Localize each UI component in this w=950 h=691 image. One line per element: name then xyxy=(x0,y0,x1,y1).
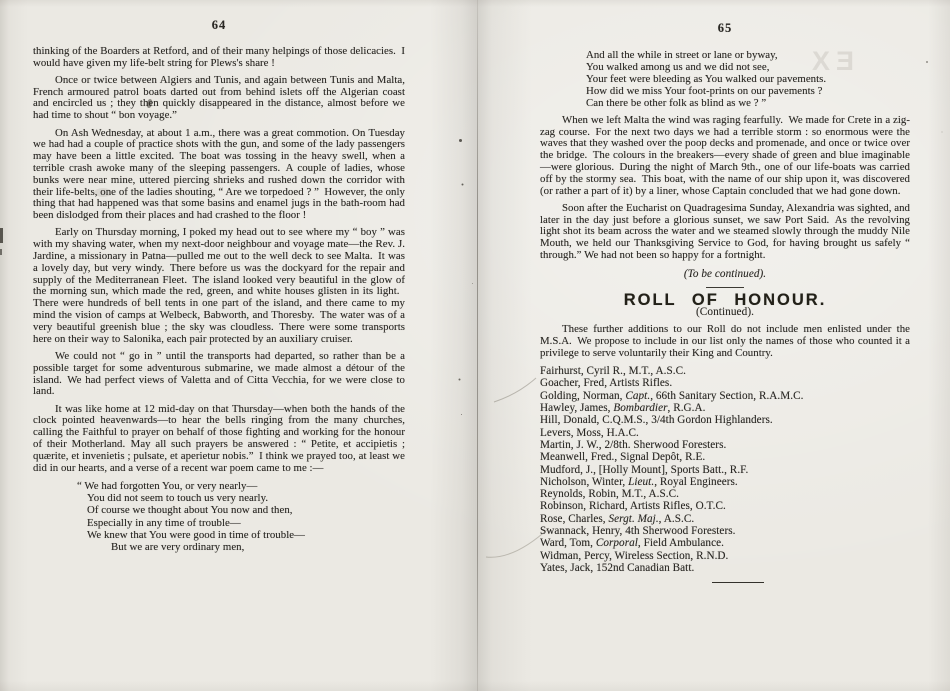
poem-line: Can there be other folk as blind as we ? ” xyxy=(586,96,767,109)
gutter-fold-line xyxy=(477,0,478,691)
roll-entry xyxy=(540,439,910,451)
entry-text: Hill, Donald, C.Q.M.S., 3/4th Gordon Highlanders. xyxy=(540,414,773,427)
roll-entry xyxy=(540,365,910,377)
entry-text: Golding, Norman, xyxy=(540,389,626,402)
roll-entry xyxy=(540,377,910,389)
divider-rule xyxy=(706,287,744,288)
entry-text: , 66th Sanitary Section, R.A.M.C. xyxy=(650,389,804,402)
page-number: 65 xyxy=(717,21,733,35)
entry-text: Reynolds, Robin, M.T., A.S.C. xyxy=(540,488,679,501)
roll-entry xyxy=(540,390,910,402)
roll-entry xyxy=(540,488,910,500)
paragraph: On Ash Wednesday, at about 1 a.m., there was a great commotion. On Tuesday we had had a couple of practice shots with the gun, and some of the lady passengers may have been a little excited. The boat was tossing in the heavy swell, when a terrible crash awoke many of the sleeping passengers. A couple of ladies, whose bunks were near mine, uttered piercing shrieks and rushed down the corridor with their life-belts, one of the ladies shouting, “ Are we torpedoed ? ” However, the only thing that had happened was that some basins and enamel jugs in the bath-room had been dislodged from their places and had crashed to the floor ! xyxy=(33,126,405,222)
entry-text: Swannack, Henry, 4th Sherwood Foresters. xyxy=(540,525,736,537)
roll-entry xyxy=(540,537,910,549)
edge-mark xyxy=(0,228,3,243)
war-poem-verse xyxy=(77,480,405,553)
dust-specks xyxy=(926,61,928,63)
entry-text: Goacher, Fred, Artists Rifles. xyxy=(540,377,673,390)
entry-text: , A.S.C. xyxy=(658,512,695,525)
roll-of-honour-title: ROLL OF HONOUR. xyxy=(623,290,827,309)
entry-text: Mudford, J., [Holly Mount], Sports Batt., R.F. xyxy=(540,463,749,476)
roll-entry xyxy=(540,513,910,525)
paragraph: When we left Malta the wind was raging fearfully. We made for Crete in a zig-zag course. For the next two days we had a terrible storm : so enormous were the waves that they washed over the poop decks and promenade, and once or twice over the bridge. The colours in the breakers—every shade of green and blue imaginable—were glorious. During the night of March 9th., one of our life-boats was carried off by the stormy sea. This boat, with the name of our ship upon it, was discovered (or rather a part of it) by a liner, whose Captain concluded that we had gone down. xyxy=(540,113,910,197)
paragraph: thinking of the Boarders at Retford, and of their many helpings of those delicacies. I would have given my life-belt string for Plews's share ! xyxy=(33,44,405,69)
poem-line: “ We had forgotten You, or very nearly— xyxy=(77,479,258,492)
entry-text: Fairhurst, Cyril R., M.T., A.S.C. xyxy=(540,365,686,378)
poem-line: We knew that You were good in time of trouble— xyxy=(87,528,305,541)
roll-subtitle: (Continued). xyxy=(695,306,755,319)
entry-text: Rose, Charles, xyxy=(540,512,609,525)
roll-entry xyxy=(540,451,910,463)
entry-rank: Sergt. Maj. xyxy=(608,512,659,525)
entry-text: Ward, Tom, xyxy=(540,537,596,550)
entry-rank: Bombardier xyxy=(613,402,668,415)
entry-text: Yates, Jack, 152nd Canadian Batt. xyxy=(540,561,695,574)
poem-line: You walked among us and we did not see, xyxy=(586,60,770,73)
poem-line: Of course we thought about You now and then, xyxy=(87,504,293,517)
roll-entry xyxy=(540,427,910,439)
end-rule xyxy=(712,582,764,583)
roll-entry xyxy=(540,550,910,562)
entry-text: Widman, Percy, Wireless Section, R.N.D. xyxy=(540,549,729,562)
edge-mark xyxy=(0,249,2,255)
paragraph: Soon after the Eucharist on Quadragesima Sunday, Alexandria was sighted, and later in the day just before a glorious sunset, we saw Port Said. As the revolving light shot its beam across the water and we steamed slowly through the muddy Nile Mouth, we held our Thanksgiving Service to God, for having brought us safely “ through.” We had not been so happy for a fortnight. xyxy=(540,201,910,262)
poem-line: Especially in any time of trouble— xyxy=(87,516,241,529)
paragraph: Once or twice between Algiers and Tunis, and again between Tunis and Malta, French armoured patrol boats darted out from behind islets off the Algerian coast and encircled us ; they then quickly disappeared in the distance, almost before we had time to shout “ bon voyage.” xyxy=(33,73,405,122)
page-64 xyxy=(33,20,405,553)
poem-line: But we are very ordinary men, xyxy=(111,540,245,553)
entry-text: Levers, Moss, H.A.C. xyxy=(540,426,639,439)
roll-entry xyxy=(540,562,910,574)
to-be-continued-note: (To be continued). xyxy=(683,267,767,280)
page-number: 64 xyxy=(211,18,227,32)
entry-text: Nicholson, Winter, xyxy=(540,475,629,488)
roll-entry xyxy=(540,476,910,488)
roll-of-honour-list xyxy=(540,365,910,574)
poem-line: How did we miss Your foot-prints on our pavements ? xyxy=(586,84,823,97)
roll-intro: These further additions to our Roll do not include men enlisted under the M.S.A. We propose to include in our list only the names of those who counted it a privilege to serve voluntarily their King and Country. xyxy=(540,323,910,359)
entry-rank: Capt. xyxy=(625,389,651,402)
entry-rank: Lieut. xyxy=(628,475,655,488)
entry-text: Meanwell, Fred., Signal Depôt, R.E. xyxy=(540,451,706,464)
entry-text: , Field Ambulance. xyxy=(637,537,724,550)
stitch-marks xyxy=(459,139,462,142)
poem-line: You did not seem to touch us very nearly. xyxy=(87,492,269,505)
entry-rank: Corporal xyxy=(595,537,638,550)
paragraph: Early on Thursday morning, I poked my head out to see where my “ boy ” was with my shaving water, when my next-door neighbour and voyage mate—the Rev. J. Jardine, a missionary in Patna—pulled me out to the well deck to see Malta. It was a lovely day, but very windy. There before us was the dockyard for the repair and supply of the Mediterranean Fleet. The island looked very beautiful in the glow of the morning sun, which made the red, green, and white houses glisten in its light. There were hundreds of bell tents in one part of the island, and there came to my mind the vision of camps at Welbeck, Babworth, and Thoresby. The water was of a very beautiful greenish blue ; the sky was cloudless. There were some transports here on their way to Salonika, each pair protected by an auxiliary cruiser. xyxy=(33,226,405,345)
roll-entry xyxy=(540,525,910,537)
page-65 xyxy=(540,23,910,583)
entry-text: , Royal Engineers. xyxy=(654,475,738,488)
showthrough-ghost-text: EX xyxy=(806,46,855,76)
paragraph: It was like home at 12 mid-day on that Thursday—when both the hands of the clock pointed heavenwards—to hear the bells ringing from the many churches, calling the Faithful to prayer on behalf of those fighting and working for the honour of their Motherland. May all such prayers be answered : “ Petite, et accipietis ; quærite, et invenietis ; pulsate, et aperietur nobis.” I think we prayed too, at least we did in our hearts, and a verse of a recent war poem came to me :— xyxy=(33,402,405,474)
entry-text: Martin, J. W., 2/8th. Sherwood Foresters. xyxy=(540,438,727,451)
roll-entry xyxy=(540,500,910,512)
paragraph: We could not “ go in ” until the transports had departed, so rather than be a possible target for some adventurous submarine, we made almost a détour of the island. We had perfect views of Valetta and of Citta Vecchia, for we were close to land. xyxy=(33,349,405,398)
poem-line: And all the while in street or lane or byway, xyxy=(586,48,778,61)
roll-entry xyxy=(540,414,910,426)
roll-entry xyxy=(540,402,910,414)
entry-text: , R.G.A. xyxy=(667,402,706,415)
entry-text: Hawley, James, xyxy=(540,402,614,415)
war-poem-continuation xyxy=(586,49,910,109)
roll-entry xyxy=(540,464,910,476)
poem-line: Your feet were bleeding as You walked our pavements. xyxy=(586,72,827,85)
entry-text: Robinson, Richard, Artists Rifles, O.T.C. xyxy=(540,500,726,513)
